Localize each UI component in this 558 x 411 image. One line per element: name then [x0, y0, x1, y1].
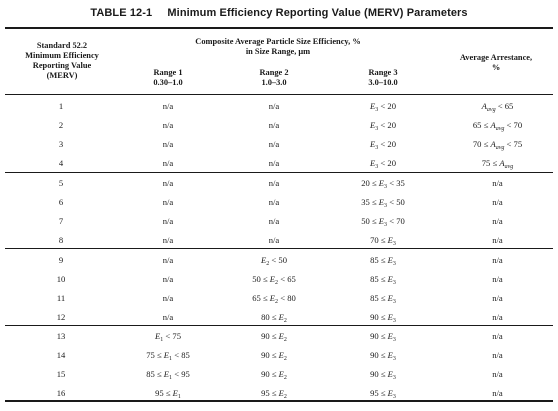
header-rule — [5, 94, 553, 95]
merv-cell: 15 — [56, 369, 66, 379]
range2-cell: n/a — [268, 235, 280, 245]
range1-cell: $75 \le E_1 < 85$ — [146, 350, 190, 362]
group-rule-3 — [5, 325, 553, 326]
arrestance-cell: n/a — [492, 293, 503, 303]
bottom-rule — [5, 400, 553, 402]
table-row — [5, 154, 553, 173]
range2-cell: n/a — [268, 139, 280, 149]
merv-cell: 8 — [58, 235, 64, 245]
table-row — [5, 346, 553, 365]
arrestance-cell: n/a — [492, 235, 503, 245]
range2-cell: $90 \le E_2$ — [261, 369, 287, 381]
range1-cell: n/a — [162, 255, 174, 265]
arrestance-cell: n/a — [492, 197, 503, 207]
range1-cell: $E_1 < 75$ — [155, 331, 181, 343]
range1-cell: n/a — [162, 139, 174, 149]
merv-cell: 4 — [58, 158, 64, 168]
table-title: Minimum Efficiency Reporting Value (MERV) Parameters — [167, 7, 468, 19]
composite-efficiency-header: Composite Average Particle Size Efficiency, % in Size Range, μm — [195, 37, 361, 56]
range3-cell: $90 \le E_3$ — [370, 350, 396, 362]
merv-cell: 9 — [58, 255, 64, 265]
arrestance-cell: n/a — [492, 255, 503, 265]
range3-cell: $E_3 < 20$ — [370, 158, 396, 170]
range3-cell: $E_3 < 20$ — [370, 139, 396, 151]
range1-header: Range 1 0.30–1.0 — [153, 68, 183, 87]
merv-cell: 12 — [56, 312, 66, 322]
arrestance-cell: n/a — [492, 388, 503, 398]
table-row — [5, 212, 553, 231]
range3-cell: $35 \le E_3 < 50$ — [361, 197, 405, 209]
arrestance-cell: $A_{avg} < 65$ — [481, 101, 514, 113]
range2-cell: n/a — [268, 101, 280, 111]
merv-column-header: Standard 52.2 Minimum Efficiency Reporting Value (MERV) — [25, 41, 99, 80]
arrestance-cell: $65 \le A_{avg} < 70$ — [472, 120, 523, 132]
range2-cell: n/a — [268, 216, 280, 226]
group-rule-2 — [5, 248, 553, 249]
table-row — [5, 116, 553, 135]
range2-cell: $90 \le E_2$ — [261, 350, 287, 362]
group-rule-1 — [5, 172, 553, 173]
range2-cell: $95 \le E_2$ — [261, 388, 287, 400]
range3-cell: $90 \le E_3$ — [370, 312, 396, 324]
range3-cell: $90 \le E_3$ — [370, 369, 396, 381]
arrestance-cell: $75 \le A_{avg}$ — [481, 158, 514, 170]
range2-header: Range 2 1.0–3.0 — [259, 68, 289, 87]
merv-cell: 11 — [56, 293, 66, 303]
merv-cell: 5 — [58, 178, 64, 188]
table-row — [5, 289, 553, 308]
range1-cell: n/a — [162, 312, 174, 322]
range3-cell: $70 \le E_3$ — [370, 235, 396, 247]
arrestance-header: Average Arrestance, % — [459, 53, 533, 72]
range3-cell: $95 \le E_3$ — [370, 388, 396, 400]
range1-cell: n/a — [162, 158, 174, 168]
range1-cell: n/a — [162, 293, 174, 303]
range1-cell: n/a — [162, 178, 174, 188]
arrestance-cell: n/a — [492, 331, 503, 341]
table-row — [5, 327, 553, 346]
range3-header: Range 3 3.0–10.0 — [368, 68, 398, 87]
range2-cell: $80 \le E_2$ — [261, 312, 287, 324]
range2-cell: $65 \le E_2 < 80$ — [252, 293, 296, 305]
range1-cell: n/a — [162, 197, 174, 207]
merv-cell: 2 — [58, 120, 64, 130]
range1-cell: $95 \le E_1$ — [155, 388, 181, 400]
table-row — [5, 174, 553, 193]
merv-cell: 13 — [56, 331, 66, 341]
range1-cell: $85 \le E_1 < 95$ — [146, 369, 190, 381]
table-row — [5, 97, 553, 116]
range1-cell: n/a — [162, 120, 174, 130]
merv-cell: 3 — [58, 139, 64, 149]
top-rule — [5, 27, 553, 29]
range2-cell: n/a — [268, 197, 280, 207]
range1-cell: n/a — [162, 216, 174, 226]
range1-cell: n/a — [162, 235, 174, 245]
range2-cell: $E_2 < 50$ — [261, 255, 287, 267]
range3-cell: $85 \le E_3$ — [370, 274, 396, 286]
range3-cell: $85 \le E_3$ — [370, 255, 396, 267]
arrestance-cell: n/a — [492, 274, 503, 284]
merv-cell: 10 — [56, 274, 66, 284]
merv-cell: 6 — [58, 197, 64, 207]
merv-cell: 16 — [56, 388, 66, 398]
arrestance-cell: n/a — [492, 216, 503, 226]
range2-cell: n/a — [268, 120, 280, 130]
range3-cell: $50 \le E_3 < 70$ — [361, 216, 405, 228]
range3-cell: $20 \le E_3 < 35$ — [361, 178, 405, 190]
arrestance-cell: $70 \le A_{avg} < 75$ — [472, 139, 523, 151]
range2-cell: n/a — [268, 178, 280, 188]
merv-cell: 1 — [58, 101, 64, 111]
range3-cell: $85 \le E_3$ — [370, 293, 396, 305]
arrestance-cell: n/a — [492, 178, 503, 188]
range2-cell: $50 \le E_2 < 65$ — [252, 274, 296, 286]
range3-cell: $90 \le E_3$ — [370, 331, 396, 343]
table-row — [5, 135, 553, 154]
range2-cell: $90 \le E_2$ — [261, 331, 287, 343]
merv-cell: 7 — [58, 216, 64, 226]
range2-cell: n/a — [268, 158, 280, 168]
table-row — [5, 270, 553, 289]
table-number: TABLE 12-1 — [90, 7, 153, 19]
arrestance-cell: n/a — [492, 350, 503, 360]
range3-cell: $E_3 < 20$ — [370, 101, 396, 113]
table-row — [5, 365, 553, 384]
arrestance-cell: n/a — [492, 312, 503, 322]
merv-cell: 14 — [56, 350, 66, 360]
range1-cell: n/a — [162, 274, 174, 284]
table-caption — [0, 7, 558, 19]
table-row — [5, 193, 553, 212]
range1-cell: n/a — [162, 101, 174, 111]
range3-cell: $E_3 < 20$ — [370, 120, 396, 132]
arrestance-cell: n/a — [492, 369, 503, 379]
table-row — [5, 251, 553, 270]
